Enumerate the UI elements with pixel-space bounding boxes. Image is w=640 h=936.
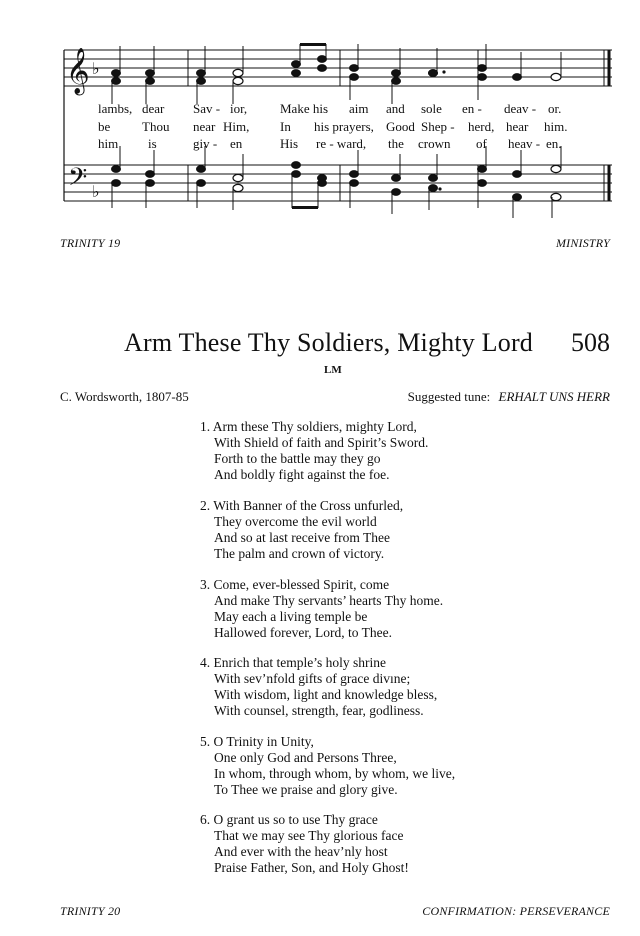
stanza-line: 2. With Banner of the Cross unfurled, — [200, 498, 404, 513]
prev-hymn-footer-right: MINISTRY — [555, 236, 610, 250]
lyric-syllable: Good — [386, 119, 415, 134]
lyric-line-1 — [96, 101, 576, 117]
lyric-syllable: is — [148, 136, 157, 151]
lyric-syllable: dear — [142, 101, 165, 116]
stanza-5 — [200, 734, 455, 798]
lyric-syllable: lambs, — [98, 101, 133, 116]
stanza-2 — [200, 498, 403, 562]
lyric-line-2 — [96, 119, 576, 135]
footer-left: TRINITY 20 — [60, 904, 121, 918]
stanza-line: Forth to the battle may they go — [214, 451, 381, 466]
lyric-syllable: him — [98, 136, 119, 151]
lyric-syllable: or. — [548, 101, 562, 116]
lyric-syllable: of — [476, 136, 487, 151]
lyric-syllable: re - ward, — [316, 136, 367, 151]
lyric-syllable: en — [230, 136, 243, 151]
svg-text:♭: ♭ — [92, 182, 100, 201]
hymn-number: 508 — [571, 328, 610, 357]
prev-hymn-footer-left: TRINITY 19 — [60, 236, 121, 250]
stanza-line: That we may see Thy glorious face — [214, 828, 404, 843]
lyric-syllable: be — [98, 119, 111, 134]
stanza-line: Praise Father, Son, and Holy Ghost! — [214, 860, 409, 875]
svg-text:𝄞: 𝄞 — [66, 48, 90, 94]
lyric-syllable: sole — [421, 101, 442, 116]
stanza-line: 6. O grant us so to use Thy grace — [200, 812, 378, 827]
stanza-1 — [200, 419, 428, 483]
stanza-line: They overcome the evil world — [214, 514, 377, 529]
lyric-syllable: heav - — [508, 136, 541, 151]
footer-right: CONFIRMATION: PERSEVERANCE — [422, 904, 610, 918]
lyric-syllable: the — [388, 136, 404, 151]
suggested-tune — [408, 389, 610, 405]
stanza-line: Hallowed forever, Lord, to Thee. — [214, 625, 393, 640]
lyric-syllable: giv - — [193, 136, 218, 151]
lyric-syllable: deav - — [504, 101, 537, 116]
stanza-line: 3. Come, ever-blessed Spirit, come — [200, 577, 390, 592]
lyric-syllable: him. — [544, 119, 568, 134]
lyric-syllable: Him, — [223, 119, 250, 134]
suggested-tune-name: ERHALT UNS HERR — [498, 389, 610, 404]
lyric-line-3 — [96, 136, 576, 152]
lyric-syllable: his prayers, — [314, 119, 374, 134]
stanza-line: With counsel, strength, fear, godliness. — [214, 703, 424, 718]
svg-text:♭: ♭ — [92, 59, 100, 78]
lyric-syllable: en. — [546, 136, 562, 151]
stanza-line: And make Thy servants’ hearts Thy home. — [214, 593, 444, 608]
stanza-line: And so at last receive from Thee — [214, 530, 390, 545]
lyric-syllable: In — [280, 119, 291, 134]
lyric-syllable: aim — [349, 101, 369, 116]
stanza-line: 1. Arm these Thy soldiers, mighty Lord, — [200, 419, 417, 434]
hymn-author: C. Wordsworth, 1807-85 — [60, 389, 189, 404]
stanza-line: And boldly fight against the foe. — [214, 467, 390, 482]
lyric-syllable: Make his — [280, 101, 329, 116]
suggested-tune-label: Suggested tune: — [407, 389, 491, 404]
stanza-4 — [200, 655, 437, 719]
lyric-syllable: Shep - — [421, 119, 455, 134]
stanza-6 — [200, 812, 409, 876]
lyric-syllable: Thou — [142, 119, 170, 134]
lyric-syllable: en - — [462, 101, 482, 116]
hymn-title: Arm These Thy Soldiers, Mighty Lord — [124, 328, 534, 357]
stanza-line: With sev’nfold gifts of grace divıne; — [214, 671, 411, 686]
lyric-syllable: near — [193, 119, 216, 134]
lyric-syllable: His — [280, 136, 299, 151]
lyric-syllable: ior, — [230, 101, 248, 116]
lyric-syllable: Sav - — [193, 101, 221, 116]
lyric-syllable: herd, — [468, 119, 495, 134]
lyric-syllable: and — [386, 101, 405, 116]
stanza-line: And ever with the heav’nly host — [214, 844, 388, 859]
stanza-line: With wisdom, light and knowledge bless, — [214, 687, 438, 702]
stanza-line: The palm and crown of victory. — [214, 546, 385, 561]
stanza-line: 5. O Trinity in Unity, — [200, 734, 314, 749]
lyric-syllable: hear — [506, 119, 529, 134]
stanza-line: May each a living temple be — [214, 609, 368, 624]
stanza-line: With Shield of faith and Spirit’s Sword. — [214, 435, 429, 450]
stanza-line: In whom, through whom, by whom, we live, — [214, 766, 456, 781]
svg-text:𝄢: 𝄢 — [68, 163, 88, 198]
stanza-line: One only God and Persons Three, — [214, 750, 397, 765]
lyric-syllable: crown — [418, 136, 451, 151]
stanza-line: To Thee we praise and glory give. — [214, 782, 398, 797]
hymn-meter: LM — [324, 364, 342, 376]
stanza-line: 4. Enrich that temple’s holy shrine — [200, 655, 386, 670]
stanza-3 — [200, 577, 443, 641]
